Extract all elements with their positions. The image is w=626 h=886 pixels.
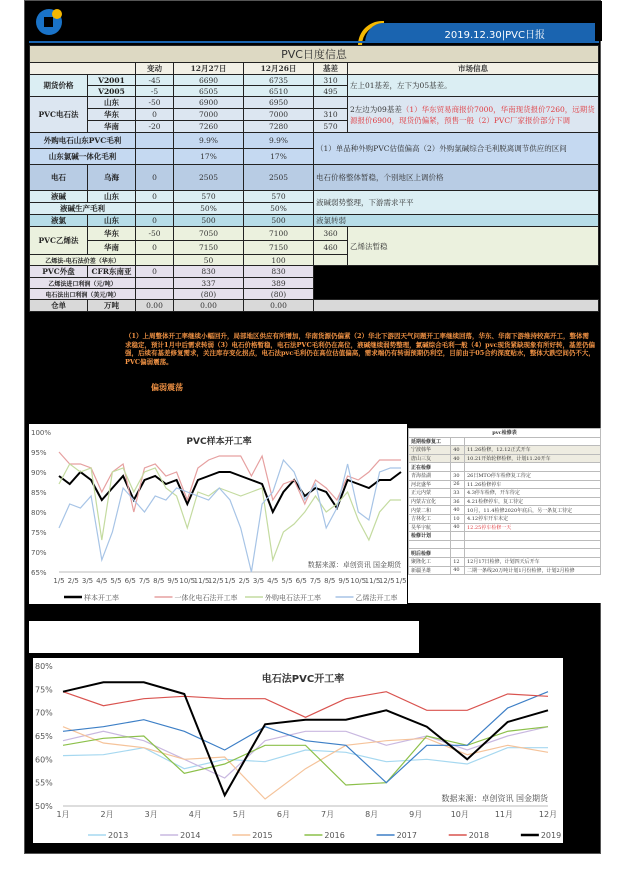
report-page: [24, 0, 601, 854]
market-commentary: （1）上周整体开工率继续小幅回升，局部地区供应有所增加，华南货源仍偏紧（2）华北下游因天气问题开工率继续回落，华东、华南下游维持较高开工，整体需求稳定，预计1月中后需求转弱（3）电石价格暂稳，电石法PVC毛利仍在高位，液碱继续弱势整理，氯碱综合毛利一般（4）pvc现货紧缺现象有所好转，基差仍偏强，后续有基差修复需求，关注库存变化拐点，电石法pvc毛利仍在高位估值偏高，需求端仍有转弱预期仍利空，目前由于05合约深度贴水，整体大跌空间仍不大，PVC偏弱震荡。: [125, 332, 595, 366]
chlorine-info: 液氯转弱: [314, 215, 599, 227]
caustic-info: 液碱弱势整理，下游需求平平: [314, 191, 599, 215]
caustic-label: 液碱: [30, 191, 88, 203]
capacity: 26: [451, 480, 465, 489]
y-tick-label: 75%: [31, 529, 47, 537]
margins-info: （1）单品种外购PVC估值偏高（2）外购氯碱综合毛利脱离调节供应的区间: [314, 133, 599, 165]
x-tick-label: 4/5: [267, 577, 279, 585]
legend-label: 2016: [324, 831, 345, 840]
row-basis: 460: [314, 241, 348, 255]
table-row: [30, 133, 599, 149]
y-tick-label: 80%: [31, 509, 47, 517]
plant-name: 聚隆化工: [409, 557, 451, 566]
row-d2: 9.9%: [244, 133, 314, 149]
row-d1: 500: [174, 215, 244, 227]
caustic-margin-label: 液碱生产毛利: [30, 203, 136, 215]
ethylene-label: PVC乙烯法: [30, 227, 88, 255]
header-market-info: 市场信息: [348, 63, 599, 75]
x-tick-label: 9月: [409, 810, 423, 819]
header-blank: [30, 63, 136, 75]
market-verdict: 偏弱震荡: [151, 382, 183, 392]
chlorine-label: 液氯: [30, 215, 88, 227]
capacity: 40: [451, 446, 465, 455]
row-d1: 50%: [174, 203, 244, 215]
empty-cell: [451, 532, 465, 541]
row-d1: 2505: [174, 165, 244, 191]
row-change: -5: [136, 86, 174, 97]
y-tick-label: 70%: [31, 549, 47, 557]
row-d1: 7050: [174, 227, 244, 241]
report-header: [25, 1, 602, 41]
row-name: 华东: [88, 109, 136, 121]
capacity: 40: [451, 506, 465, 515]
x-tick-label: 7/5: [309, 577, 322, 585]
legend-label: 样本开工率: [84, 594, 119, 602]
row-change: -50: [136, 227, 174, 241]
header-divider: [29, 41, 599, 43]
warehouse-info: [314, 300, 599, 312]
y-tick-label: 55%: [35, 778, 53, 788]
row-d2: 2505: [244, 165, 314, 191]
maintenance-row: [409, 540, 601, 549]
maintenance-row: [409, 566, 601, 575]
row-d1: 50: [174, 255, 244, 266]
y-tick-label: 80%: [35, 662, 53, 671]
table-row: [30, 191, 599, 203]
row-d1: 570: [174, 191, 244, 203]
maintenance-row: [409, 446, 601, 455]
export-change: [136, 289, 174, 300]
row-basis: [314, 97, 348, 109]
row-name: V2005: [88, 86, 136, 97]
plant-name: 吉林化工: [409, 514, 451, 523]
empty-cell: [451, 463, 465, 472]
plant-name: 唐山三友: [409, 454, 451, 463]
capacity: 40: [451, 566, 465, 575]
row-d2: 17%: [244, 149, 314, 165]
x-tick-label: 7月: [320, 810, 335, 819]
row-d2: 7280: [244, 121, 314, 133]
margin1-change: [136, 133, 174, 149]
x-tick-label: 11/5: [193, 577, 210, 585]
row-d2: 6735: [244, 75, 314, 86]
x-tick-label: 2/5: [238, 577, 250, 585]
row-name: 山东: [88, 191, 136, 203]
capacity: 30: [451, 471, 465, 480]
caustic-margin-change: [136, 203, 174, 215]
row-d1: 17%: [174, 149, 244, 165]
y-tick-label: 100%: [31, 429, 52, 437]
x-tick-label: 11/5: [364, 577, 381, 585]
row-basis: 570: [314, 121, 348, 133]
x-tick-label: 5月: [232, 810, 246, 819]
legend-label: 2018: [468, 831, 490, 840]
row-change: 0: [136, 165, 174, 191]
date-banner: [365, 23, 595, 43]
status-note: 26日MTO停车检修复工待定: [464, 471, 600, 480]
plant-name: 内蒙二和: [409, 506, 451, 515]
spread-label: 乙烯法-电石法价差（华东）: [30, 255, 136, 266]
maintenance-row: [409, 523, 601, 532]
import-profit-label: 乙烯法进口利润（元/吨）: [30, 278, 136, 289]
capacity: 12: [451, 557, 465, 566]
x-tick-label: 9/5: [338, 577, 350, 585]
row-d2: 0.00: [244, 300, 314, 312]
spread-basis: [314, 255, 348, 266]
row-change: 0: [136, 215, 174, 227]
x-tick-label: 8/5: [324, 577, 336, 585]
legend-label: 乙烯法开工率: [355, 594, 398, 602]
x-tick-label: 3/5: [252, 577, 265, 585]
x-tick-label: 3/5: [81, 577, 94, 585]
row-d1: (80): [174, 289, 244, 300]
status-note: 11.26检修，12.12正式开车: [464, 446, 600, 455]
maintenance-row: [409, 454, 601, 463]
x-tick-label: 5/5: [110, 577, 122, 585]
row-d2: 7000: [244, 109, 314, 121]
futures-label: 期货价格: [30, 75, 88, 97]
warehouse-unit: 万吨: [88, 300, 136, 312]
row-d1: 7000: [174, 109, 244, 121]
margin1-label: 外购电石山东PVC毛利: [30, 133, 136, 149]
row-d1: 7260: [174, 121, 244, 133]
status-note: 11.26检修停车: [464, 480, 600, 489]
legend-label: 2013: [108, 831, 129, 840]
y-tick-label: 50%: [35, 802, 53, 811]
status-note: 12月17日检修，计划四天后开车: [464, 557, 600, 566]
x-tick-label: 10月: [450, 810, 469, 819]
y-tick-label: 75%: [35, 685, 53, 695]
table-row: [30, 227, 599, 241]
row-d2: 6950: [244, 97, 314, 109]
y-tick-label: 65%: [31, 569, 47, 577]
row-basis: 310: [314, 75, 348, 86]
legend-label: 2015: [252, 831, 273, 840]
row-d2: 7100: [244, 227, 314, 241]
status-note: 10月，11.4检修2020年底后，另一条复工待定: [464, 506, 600, 515]
x-tick-label: 8/5: [153, 577, 165, 585]
chart-canvas: [29, 424, 407, 604]
maintenance-row: [409, 497, 601, 506]
legend-label: 外购电石法开工率: [265, 594, 321, 602]
row-change: 0: [136, 241, 174, 255]
data-source: 数据来源：卓创资讯 国金期货: [307, 561, 401, 569]
row-d2: 6510: [244, 86, 314, 97]
maintenance-section-row: [409, 463, 601, 472]
row-basis: 360: [314, 227, 348, 241]
x-tick-label: 8月: [365, 810, 379, 819]
maintenance-row: [409, 480, 601, 489]
row-change: 0: [136, 109, 174, 121]
x-tick-label: 7/5: [138, 577, 151, 585]
table-row: [30, 300, 599, 312]
carbide-material-label: 电石: [30, 165, 88, 191]
row-name: 华南: [88, 121, 136, 133]
empty-cell: [451, 549, 465, 558]
status-note: 4.3停车检修，开车待定: [464, 489, 600, 498]
status-note: 10.21开始轮修检修，计划11.20开车: [464, 454, 600, 463]
row-name: 山东: [88, 215, 136, 227]
row-change: 0: [136, 191, 174, 203]
series-line: [63, 692, 548, 718]
chart-title: PVC样本开工率: [186, 437, 252, 447]
empty-cell: [464, 540, 600, 549]
header-date2: 12月26日: [244, 63, 314, 75]
row-change: -20: [136, 121, 174, 133]
row-name: 山东: [88, 97, 136, 109]
series-line: [63, 727, 548, 785]
margin2-change: [136, 149, 174, 165]
carbide-info-detail: （1）华东贸易商报价7000，华南现货报价7260，远期货源报价6900，现货仍偏紧，预售一般（2）PVC厂家报价部分下调: [350, 104, 595, 125]
margin2-label: 山东氯碱一体化毛利: [30, 149, 136, 165]
table-title: PVC日度信息: [30, 46, 599, 63]
x-tick-label: 2月: [100, 810, 114, 819]
row-d2: 389: [244, 278, 314, 289]
maintenance-row: [409, 514, 601, 523]
header-change: 变动: [136, 63, 174, 75]
ethylene-info: 乙烯法暂稳: [348, 227, 599, 266]
carbide-label: PVC电石法: [30, 97, 88, 133]
blank-panel: [29, 621, 419, 653]
row-d1: 9.9%: [174, 133, 244, 149]
report-date-title: 2019.12.30|PVC日报: [444, 30, 545, 41]
x-tick-label: 9/5: [167, 577, 179, 585]
x-tick-label: 10/5: [350, 577, 367, 585]
plant-name: 新疆圣雄: [409, 566, 451, 575]
plant-name: 河北盛华: [409, 480, 451, 489]
maintenance-section-heading: 正在检修: [409, 463, 451, 472]
row-d2: 100: [244, 255, 314, 266]
x-tick-label: 6/5: [124, 577, 136, 585]
spread-change: [136, 255, 174, 266]
maintenance-section-heading: 检修计划: [409, 532, 451, 541]
y-tick-label: 95%: [31, 449, 47, 457]
row-d1: 6690: [174, 75, 244, 86]
x-tick-label: 3月: [144, 810, 158, 819]
empty-cell: [464, 437, 600, 446]
chart-canvas: [33, 658, 563, 843]
x-tick-label: 12/5: [207, 577, 224, 585]
table-row: [30, 266, 599, 278]
table-row: [30, 165, 599, 191]
maintenance-section-row: [409, 549, 601, 558]
empty-cell: [464, 463, 600, 472]
import-change: [136, 278, 174, 289]
maintenance-row: [409, 506, 601, 515]
row-d1: 337: [174, 278, 244, 289]
table-row: [30, 215, 599, 227]
x-tick-label: 1/5: [395, 577, 407, 585]
row-change: 0.00: [136, 300, 174, 312]
x-tick-label: 1/5: [224, 577, 236, 585]
blank-area: [314, 266, 599, 300]
empty-cell: [451, 540, 465, 549]
status-note: 12.25停车检修一天: [464, 523, 600, 532]
x-tick-label: 11月: [494, 810, 514, 819]
legend-label: 2019: [540, 831, 562, 840]
x-tick-label: 4/5: [96, 577, 108, 585]
y-tick-label: 65%: [35, 732, 53, 741]
y-tick-label: 85%: [31, 489, 47, 497]
empty-cell: [464, 549, 600, 558]
futures-info: 左上01基差，左下为05基差。: [348, 75, 599, 97]
x-tick-label: 1月: [56, 810, 70, 819]
plant-name: 宁波韩华: [409, 446, 451, 455]
maintenance-row: [409, 557, 601, 566]
plant-name: 青海盐湖: [409, 471, 451, 480]
row-change: 0: [136, 266, 174, 278]
warehouse-label: 仓单: [30, 300, 88, 312]
row-name: CFR东南亚: [88, 266, 136, 278]
carbide-pvc-operating-rate-chart: [33, 658, 563, 843]
plant-name: 内蒙古宜化: [409, 497, 451, 506]
maintenance-row: [409, 489, 601, 498]
capacity: 36: [451, 497, 465, 506]
pvc-daily-info-table: [29, 45, 599, 312]
row-d2: (80): [244, 289, 314, 300]
y-tick-label: 90%: [31, 469, 47, 477]
external-label: PVC外盘: [30, 266, 88, 278]
row-d1: 6900: [174, 97, 244, 109]
status-note: 二期一条线20万吨计划1月份检修，计划2月检修: [464, 566, 600, 575]
x-tick-label: 10/5: [179, 577, 196, 585]
row-d1: 6505: [174, 86, 244, 97]
table-row: [30, 75, 599, 86]
row-d1: 0.00: [174, 300, 244, 312]
export-profit-label: 电石法出口利润（美元/吨）: [30, 289, 136, 300]
row-d1: 830: [174, 266, 244, 278]
x-tick-label: 5/5: [281, 577, 293, 585]
row-basis: 310: [314, 109, 348, 121]
series-line: [59, 464, 401, 560]
y-tick-label: 70%: [35, 708, 53, 718]
plant-name: 正元内蒙: [409, 489, 451, 498]
row-d2: 50%: [244, 203, 314, 215]
empty-cell: [409, 540, 451, 549]
capacity: 10: [451, 514, 465, 523]
capacity: 40: [451, 523, 465, 532]
empty-cell: [451, 437, 465, 446]
maintenance-section-row: [409, 532, 601, 541]
row-d2: 500: [244, 215, 314, 227]
legend-label: 2014: [180, 831, 201, 840]
row-change: -45: [136, 75, 174, 86]
maintenance-row: [409, 471, 601, 480]
row-d2: 830: [244, 266, 314, 278]
row-d2: 570: [244, 191, 314, 203]
carbide-material-info: 电石价格整体暂稳，个别地区上调价格: [314, 165, 599, 191]
header-date1: 12月27日: [174, 63, 244, 75]
chart-title: 电石法PVC开工率: [261, 674, 345, 685]
row-basis: 495: [314, 86, 348, 97]
capacity: 33: [451, 489, 465, 498]
row-name: V2001: [88, 75, 136, 86]
row-change: -50: [136, 97, 174, 109]
table-row: [30, 97, 599, 109]
x-tick-label: 12/5: [378, 577, 395, 585]
x-tick-label: 12月: [538, 810, 558, 819]
carbide-info: [348, 97, 599, 133]
carbide-info-prefix: 2左边为09基差: [350, 104, 402, 114]
row-name: 乌海: [88, 165, 136, 191]
maintenance-section-heading: 明后检修: [409, 549, 451, 558]
row-name: 华东: [88, 227, 136, 241]
header-basis: 基差: [314, 63, 348, 75]
capacity: 40: [451, 454, 465, 463]
row-d2: 7150: [244, 241, 314, 255]
maintenance-title: pvc检修表: [409, 429, 601, 438]
status-note: 4.12停车开车未定: [464, 514, 600, 523]
plant-name: 昊华宇航: [409, 523, 451, 532]
x-tick-label: 2/5: [67, 577, 79, 585]
row-d1: 7150: [174, 241, 244, 255]
y-tick-label: 60%: [35, 755, 53, 765]
row-name: 华南: [88, 241, 136, 255]
pvc-maintenance-table: [408, 428, 601, 603]
data-source: 数据来源：卓创资讯 国金期货: [441, 794, 548, 803]
maintenance-section-row: [409, 437, 601, 446]
legend-label: 2017: [396, 831, 417, 840]
empty-cell: [464, 532, 600, 541]
company-logo-icon: [35, 6, 65, 36]
maintenance-section-heading: 延期检修复工: [409, 437, 451, 446]
x-tick-label: 4月: [188, 810, 202, 819]
x-tick-label: 6月: [276, 810, 291, 819]
pvc-sample-operating-rate-chart: [29, 424, 407, 604]
status-note: 4.21检修停车，复工待定: [464, 497, 600, 506]
x-tick-label: 1/5: [53, 577, 65, 585]
x-tick-label: 6/5: [295, 577, 307, 585]
legend-label: 一体化电石法开工率: [174, 594, 238, 602]
